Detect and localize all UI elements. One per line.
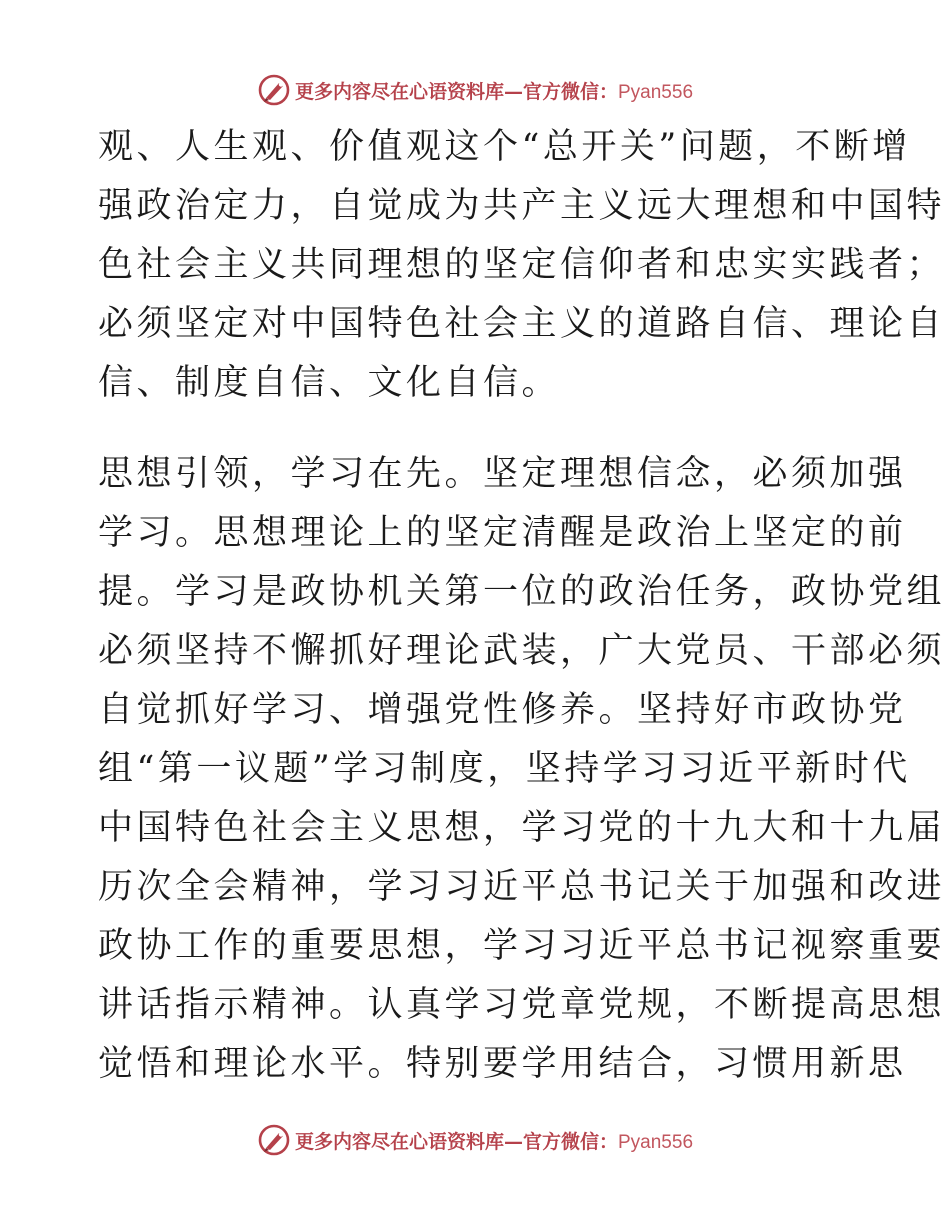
text-line: 历次全会精神，学习习近平总书记关于加强和改进 (98, 867, 946, 907)
pen-logo-icon (257, 73, 291, 107)
text-line: 中国特色社会主义思想，学习党的十九大和十九届 (98, 808, 946, 848)
text-line: 自觉抓好学习、增强党性修养。坚持好市政协党 (98, 690, 907, 730)
header-banner (0, 70, 950, 110)
text-line: 信、制度自信、文化自信。 (98, 363, 561, 403)
paragraph-2 (98, 445, 946, 1094)
text-line: 色社会主义共同理想的坚定信仰者和忠实实践者； (98, 245, 946, 285)
footer-banner (0, 1120, 950, 1160)
text-line: 学习。思想理论上的坚定清醒是政治上坚定的前 (98, 513, 907, 553)
text-line: 思想引领，学习在先。坚定理想信念，必须加强 (98, 454, 907, 494)
paragraph-gap (98, 413, 858, 445)
text-line: 觉悟和理论水平。特别要学用结合，习惯用新思 (98, 1044, 907, 1084)
text-line: 强政治定力，自觉成为共产主义远大理想和中国特 (98, 186, 946, 226)
pen-logo-icon (257, 1123, 291, 1157)
paragraph-1 (98, 118, 946, 413)
footer-banner-id: Pyan556 (618, 1131, 694, 1153)
text-line: 观、人生观、价值观这个“总开关”问题，不断增 (98, 127, 911, 167)
text-line: 政协工作的重要思想，学习习近平总书记视察重要 (98, 926, 946, 966)
text-line: 讲话指示精神。认真学习党章党规，不断提高思想 (98, 985, 946, 1025)
footer-banner-text: 更多内容尽在心语资料库—官方微信：Pyan556 (294, 1130, 694, 1153)
text-line: 必须坚定对中国特色社会主义的道路自信、理论自 (98, 304, 946, 344)
text-line: 提。学习是政协机关第一位的政治任务，政协党组 (98, 572, 946, 612)
header-banner-id: Pyan556 (618, 81, 694, 103)
header-banner-text: 更多内容尽在心语资料库—官方微信：Pyan556 (294, 80, 694, 103)
text-line: 组“第一议题”学习制度，坚持学习习近平新时代 (98, 749, 911, 789)
document-body (98, 118, 946, 1094)
text-line: 必须坚持不懈抓好理论武装，广大党员、干部必须 (98, 631, 946, 671)
